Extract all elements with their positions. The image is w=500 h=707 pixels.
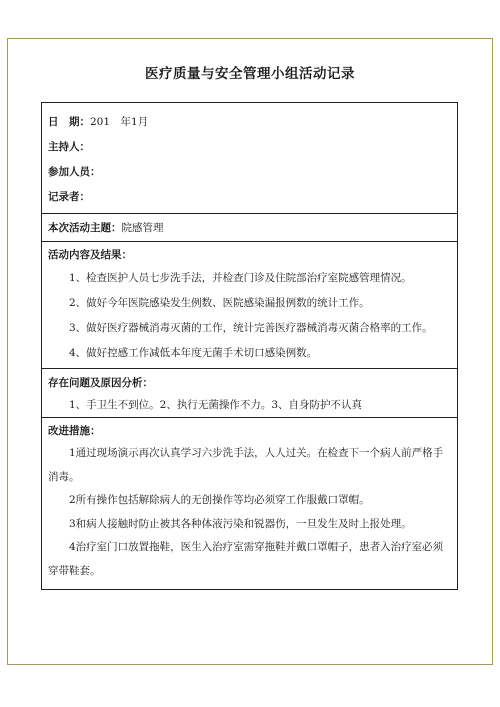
- date-label: 日 期：: [48, 116, 90, 128]
- activity-record-table: [41, 102, 458, 590]
- participants-line: [48, 160, 451, 185]
- content-item: 4、做好控感工作减低本年度无菌手术切口感染例数。: [69, 347, 318, 359]
- topic-value: 院感管理: [121, 222, 164, 234]
- measures-label-line: [48, 420, 451, 442]
- content-label-line: [48, 244, 451, 266]
- measure-item: 1通过现场演示再次认真学习六步洗手法，人人过关。在检查下一个病人前严格手消毒。: [48, 447, 444, 483]
- topic-line: [48, 217, 451, 239]
- host-label: 主持人：: [48, 141, 90, 153]
- topic-label: 本次活动主题：: [48, 222, 122, 234]
- measure-item: 3和病人接触时防止被其各种体液污染和锐器伤，一旦发生及时上报处理。: [69, 517, 412, 530]
- participants-label: 参加人员：: [48, 166, 101, 178]
- date-value: 201 年1月: [90, 116, 149, 128]
- basic-info-section: [42, 103, 457, 214]
- content-item: 2、做好今年医院感染发生例数、医院感染漏报例数的统计工作。: [69, 297, 370, 309]
- topic-section: [42, 214, 457, 242]
- measure-item: 4治疗室门口放置拖鞋，医生入治疗室需穿拖鞋并戴口罩帽子，患者入治疗室必须穿带鞋套。: [48, 541, 444, 577]
- problems-label-line: [48, 372, 451, 394]
- recorder-line: [48, 185, 451, 210]
- problems-label: 存在问题及原因分析：: [48, 377, 153, 389]
- measure-item: 2所有操作包括解除病人的无创操作等均必须穿工作服戴口罩帽。: [69, 494, 370, 506]
- content-item: 1、检查医护人员七步洗手法，并检查门诊及住院部治疗室院感管理情况。: [69, 272, 412, 284]
- host-line: [48, 135, 451, 160]
- document-title: 医疗质量与安全管理小组活动记录: [145, 66, 355, 82]
- content-label: 活动内容及结果：: [48, 249, 132, 261]
- measures-section: [42, 418, 457, 589]
- content-section: [42, 242, 457, 369]
- content-item: 3、做好医疗器械消毒灭菌的工作，统计完善医疗器械消毒灭菌合格率的工作。: [69, 322, 433, 334]
- measures-label: 改进措施：: [48, 425, 101, 437]
- recorder-label: 记录者：: [48, 191, 90, 203]
- problems-text: 1、手卫生不到位。2、执行无菌操作不力。3、自身防护不认真: [69, 399, 363, 411]
- date-line: [48, 110, 451, 135]
- problems-section: [42, 369, 457, 418]
